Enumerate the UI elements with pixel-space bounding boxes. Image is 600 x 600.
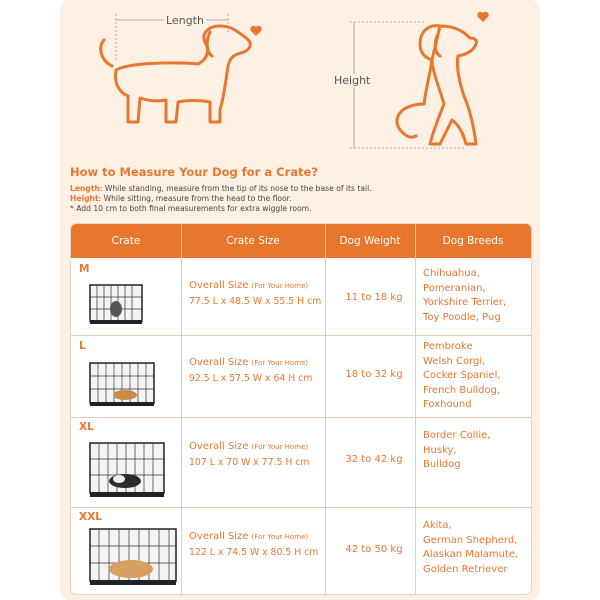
sitting-dog-icon (397, 26, 477, 144)
dog-weight: 32 to 42 kg (345, 454, 403, 465)
dog-breeds: Chihuahua, Pomeranian, Yorkshire Terrier, Toy Poodle, Pug (423, 268, 507, 323)
overall-size: Overall Size (For Your Home) (189, 280, 309, 291)
measure-illustration (60, 0, 540, 160)
header-dog-breeds: Dog Breeds (442, 235, 504, 247)
heart-icon (477, 12, 488, 22)
standing-dog-icon (101, 26, 251, 122)
table-row (71, 507, 531, 594)
measure-notes (70, 184, 530, 214)
overall-size: Overall Size (For Your Home) (189, 441, 309, 452)
header-crate: Crate (111, 235, 141, 247)
table-row (71, 258, 531, 335)
dog-breeds: Akita, German Shepherd, Alaskan Malamute, Golden Retriever (423, 520, 519, 575)
overall-size: Overall Size (For Your Home) (189, 531, 309, 542)
header-dog-weight: Dog Weight (339, 235, 401, 247)
guide-heading: How to Measure Your Dog for a Crate? (70, 165, 318, 179)
crate-dimensions: 107 L x 70 W x 77.5 H cm (189, 457, 310, 468)
dog-weight: 11 to 18 kg (345, 292, 403, 303)
length-note: Length: While standing, measure from the tip of its nose to the base of its tail. (70, 184, 372, 193)
table-header (71, 224, 531, 258)
dog-weight: 18 to 32 kg (345, 369, 403, 380)
header-crate-size: Crate Size (226, 235, 280, 247)
crate-image (89, 527, 177, 587)
crate-dimensions: 122 L x 74.5 W x 80.5 H cm (189, 547, 319, 558)
crate-image (89, 441, 165, 499)
crate-size-label: M (79, 263, 90, 275)
dog-breeds: Border Collie, Husky, Bulldog (423, 430, 491, 470)
height-label: Height (334, 74, 371, 87)
crate-image (89, 361, 155, 407)
height-note: Height: While sitting, measure from the head to the floor. (70, 194, 292, 203)
crate-dimensions: 77.5 L x 48.5 W x 55.5 H cm (189, 296, 322, 307)
dog-breeds: Pembroke Welsh Corgi, Cocker Spaniel, French Bulldog, Foxhound (423, 341, 501, 410)
table-row (71, 335, 531, 417)
length-label: Length (166, 14, 204, 27)
crate-size-guide (60, 0, 540, 600)
crate-size-label: XXL (79, 511, 102, 523)
crate-size-table (70, 223, 532, 595)
crate-size-label: L (79, 340, 86, 352)
crate-size-label: XL (79, 421, 94, 433)
overall-size: Overall Size (For Your Home) (189, 357, 309, 368)
extra-note: * Add 10 cm to both final measurements for extra wiggle room. (70, 204, 312, 213)
dog-weight: 42 to 50 kg (345, 544, 403, 555)
heart-icon (250, 26, 261, 36)
crate-image (89, 283, 143, 325)
table-row (71, 417, 531, 507)
crate-dimensions: 92.5 L x 57.5 W x 64 H cm (189, 373, 313, 384)
